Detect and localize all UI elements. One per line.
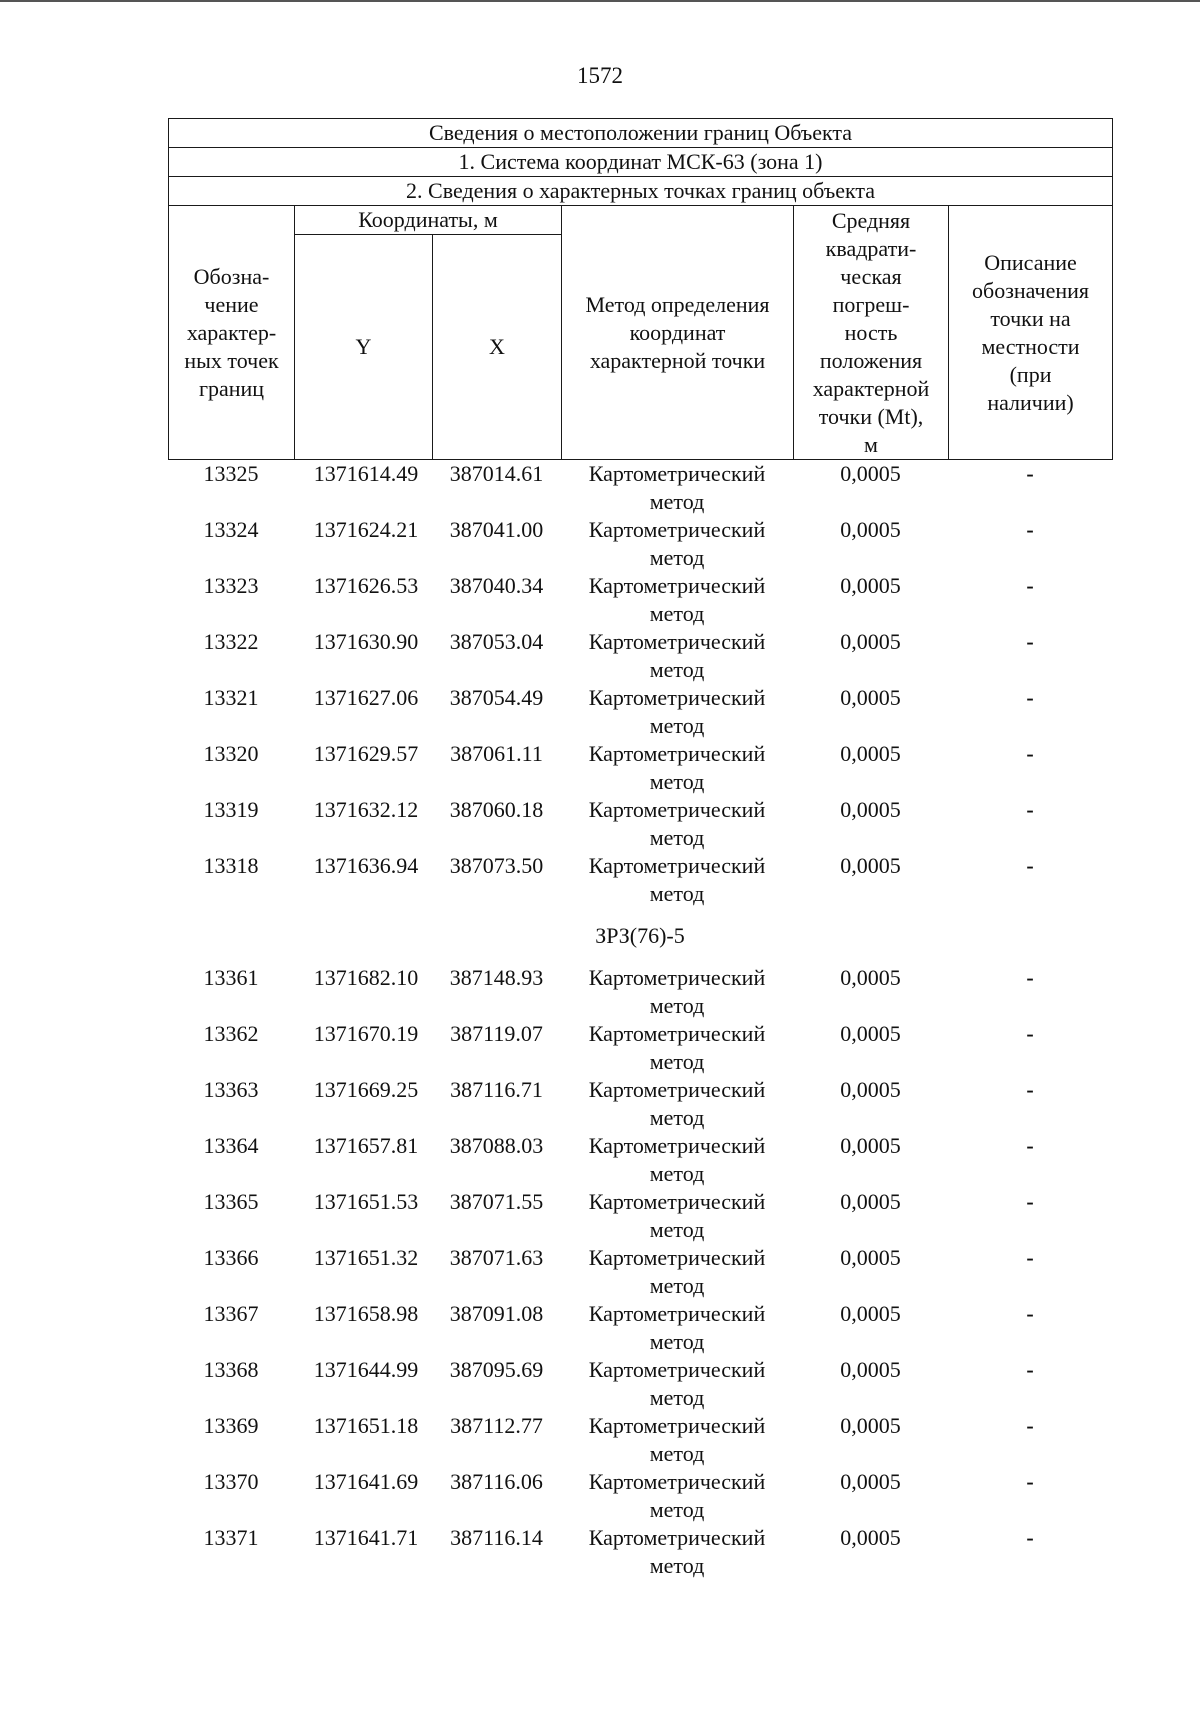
- table-row: [168, 964, 1112, 1020]
- error-value: 0,0005: [840, 1245, 901, 1270]
- point-id: 13368: [203, 1357, 259, 1382]
- method: Картометрический метод: [588, 1301, 766, 1354]
- description: -: [1026, 965, 1034, 990]
- page-number: 1572: [577, 63, 623, 88]
- coord-x: 387095.69: [449, 1357, 544, 1382]
- method: Картометрический метод: [588, 685, 766, 738]
- coord-x: 387054.49: [449, 685, 544, 710]
- method: Картометрический метод: [588, 1469, 766, 1522]
- table-row: [168, 1300, 1112, 1356]
- point-id: 13366: [203, 1245, 259, 1270]
- boundary-points-document: [168, 118, 1112, 1580]
- coord-y: 1371651.53: [313, 1189, 419, 1214]
- error-value: 0,0005: [840, 461, 901, 486]
- description: -: [1026, 1189, 1034, 1214]
- method: Картометрический метод: [588, 1077, 766, 1130]
- description: -: [1026, 629, 1034, 654]
- coord-y: 1371670.19: [313, 1021, 419, 1046]
- coord-x: 387040.34: [449, 573, 544, 598]
- coord-x: 387073.50: [449, 853, 544, 878]
- coord-x: 387014.61: [449, 461, 544, 486]
- method: Картометрический метод: [588, 797, 766, 850]
- coord-y: 1371630.90: [313, 629, 419, 654]
- method: Картометрический метод: [588, 853, 766, 906]
- coord-y: 1371657.81: [313, 1133, 419, 1158]
- description: -: [1026, 1021, 1034, 1046]
- table-row: [168, 1076, 1112, 1132]
- table-row: [168, 516, 1112, 572]
- point-id: 13371: [203, 1525, 259, 1550]
- table-row: [168, 1132, 1112, 1188]
- description: -: [1026, 1357, 1034, 1382]
- col-header-coordinates: Координаты, м: [295, 206, 562, 235]
- method: Картометрический метод: [588, 517, 766, 570]
- error-value: 0,0005: [840, 965, 901, 990]
- table-row: [168, 1412, 1112, 1468]
- table-row: [168, 1188, 1112, 1244]
- method: Картометрический метод: [588, 1189, 766, 1242]
- description: -: [1026, 1525, 1034, 1550]
- section-title: 2. Сведения о характерных точках границ объекта: [169, 177, 1113, 206]
- coord-y: 1371626.53: [313, 573, 419, 598]
- table-row: [168, 1244, 1112, 1300]
- point-id: 13319: [203, 797, 259, 822]
- description: -: [1026, 1133, 1034, 1158]
- points-group-2: [168, 964, 1112, 1580]
- method: Картометрический метод: [588, 461, 766, 514]
- error-value: 0,0005: [840, 629, 901, 654]
- coord-x: 387071.63: [449, 1245, 544, 1270]
- error-value: 0,0005: [840, 1021, 901, 1046]
- coord-y: 1371629.57: [313, 741, 419, 766]
- points-group-1: [168, 460, 1112, 908]
- description: -: [1026, 461, 1034, 486]
- coord-x: 387116.71: [450, 1077, 543, 1102]
- points-table: [168, 460, 1112, 1580]
- description: -: [1026, 853, 1034, 878]
- method: Картометрический метод: [588, 1245, 766, 1298]
- point-id: 13325: [203, 461, 259, 486]
- coord-y: 1371632.12: [313, 797, 419, 822]
- description: -: [1026, 1413, 1034, 1438]
- coord-y: 1371641.69: [313, 1469, 419, 1494]
- coord-x: 387061.11: [450, 741, 543, 766]
- error-value: 0,0005: [840, 1525, 901, 1550]
- col-header-description: Описание обозначения точки на местности (при наличии): [949, 206, 1113, 460]
- table-row: [168, 740, 1112, 796]
- table-row: [168, 852, 1112, 908]
- method: Картометрический метод: [588, 629, 766, 682]
- coord-y: 1371644.99: [313, 1357, 419, 1382]
- error-value: 0,0005: [840, 1077, 901, 1102]
- coordinate-system: 1. Система координат МСК-63 (зона 1): [169, 148, 1113, 177]
- method: Картометрический метод: [588, 741, 766, 794]
- description: -: [1026, 1245, 1034, 1270]
- method: Картометрический метод: [588, 965, 766, 1018]
- description: -: [1026, 1301, 1034, 1326]
- col-header-method: Метод определения координат характерной точки: [562, 206, 794, 460]
- method: Картометрический метод: [588, 1133, 766, 1186]
- point-id: 13318: [203, 853, 259, 878]
- method: Картометрический метод: [588, 1357, 766, 1410]
- method: Картометрический метод: [588, 573, 766, 626]
- error-value: 0,0005: [840, 685, 901, 710]
- coord-x: 387053.04: [449, 629, 544, 654]
- point-id: 13362: [203, 1021, 259, 1046]
- error-value: 0,0005: [840, 1357, 901, 1382]
- point-id: 13369: [203, 1413, 259, 1438]
- method: Картометрический метод: [588, 1021, 766, 1074]
- point-id: 13323: [203, 573, 259, 598]
- table-row: [168, 1020, 1112, 1076]
- error-value: 0,0005: [840, 573, 901, 598]
- error-value: 0,0005: [840, 1189, 901, 1214]
- coord-y: 1371651.32: [313, 1245, 419, 1270]
- table-row: [168, 460, 1112, 516]
- error-value: 0,0005: [840, 1133, 901, 1158]
- coord-x: 387091.08: [449, 1301, 544, 1326]
- method: Картометрический метод: [588, 1413, 766, 1466]
- point-id: 13322: [203, 629, 259, 654]
- point-id: 13367: [203, 1301, 259, 1326]
- description: -: [1026, 1077, 1034, 1102]
- error-value: 0,0005: [840, 741, 901, 766]
- point-id: 13365: [203, 1189, 259, 1214]
- coord-y: 1371614.49: [313, 461, 419, 486]
- coord-x: 387088.03: [449, 1133, 544, 1158]
- top-border-line: [0, 0, 1200, 2]
- coord-x: 387060.18: [449, 797, 544, 822]
- col-header-y: Y: [295, 235, 433, 460]
- description: -: [1026, 797, 1034, 822]
- point-id: 13320: [203, 741, 259, 766]
- object-title: Сведения о местоположении границ Объекта: [169, 119, 1113, 148]
- coord-y: 1371682.10: [313, 965, 419, 990]
- error-value: 0,0005: [840, 517, 901, 542]
- description: -: [1026, 1469, 1034, 1494]
- error-value: 0,0005: [840, 853, 901, 878]
- coord-y: 1371669.25: [313, 1077, 419, 1102]
- table-header: [168, 118, 1113, 460]
- coord-x: 387119.07: [450, 1021, 543, 1046]
- col-header-x: X: [433, 235, 562, 460]
- coord-y: 1371641.71: [313, 1525, 419, 1550]
- table-row: [168, 628, 1112, 684]
- coord-y: 1371624.21: [313, 517, 419, 542]
- col-header-designation: Обозна- чение характер- ных точек границ: [169, 206, 295, 460]
- coord-y: 1371651.18: [313, 1413, 419, 1438]
- point-id: 13370: [203, 1469, 259, 1494]
- table-row: [168, 1356, 1112, 1412]
- table-row: [168, 1468, 1112, 1524]
- method: Картометрический метод: [588, 1525, 766, 1578]
- point-id: 13364: [203, 1133, 259, 1158]
- description: -: [1026, 741, 1034, 766]
- description: -: [1026, 517, 1034, 542]
- zone-label: ЗРЗ(76)-5: [595, 923, 685, 948]
- coord-y: 1371627.06: [313, 685, 419, 710]
- coord-y: 1371658.98: [313, 1301, 419, 1326]
- point-id: 13321: [203, 685, 259, 710]
- coord-y: 1371636.94: [313, 853, 419, 878]
- coord-x: 387071.55: [449, 1189, 544, 1214]
- error-value: 0,0005: [840, 797, 901, 822]
- table-row: [168, 796, 1112, 852]
- error-value: 0,0005: [840, 1469, 901, 1494]
- error-value: 0,0005: [840, 1301, 901, 1326]
- description: -: [1026, 685, 1034, 710]
- description: -: [1026, 573, 1034, 598]
- table-row: [168, 684, 1112, 740]
- col-header-error: Средняя квадрати- ческая погреш- ность положения характерной точки (Mt), м: [794, 206, 949, 460]
- error-value: 0,0005: [840, 1413, 901, 1438]
- point-id: 13363: [203, 1077, 259, 1102]
- table-row: [168, 572, 1112, 628]
- coord-x: 387148.93: [449, 965, 544, 990]
- table-row: [168, 1524, 1112, 1580]
- coord-x: 387116.06: [450, 1469, 543, 1494]
- coord-x: 387112.77: [450, 1413, 543, 1438]
- coord-x: 387116.14: [450, 1525, 543, 1550]
- point-id: 13361: [203, 965, 259, 990]
- coord-x: 387041.00: [449, 517, 544, 542]
- point-id: 13324: [203, 517, 259, 542]
